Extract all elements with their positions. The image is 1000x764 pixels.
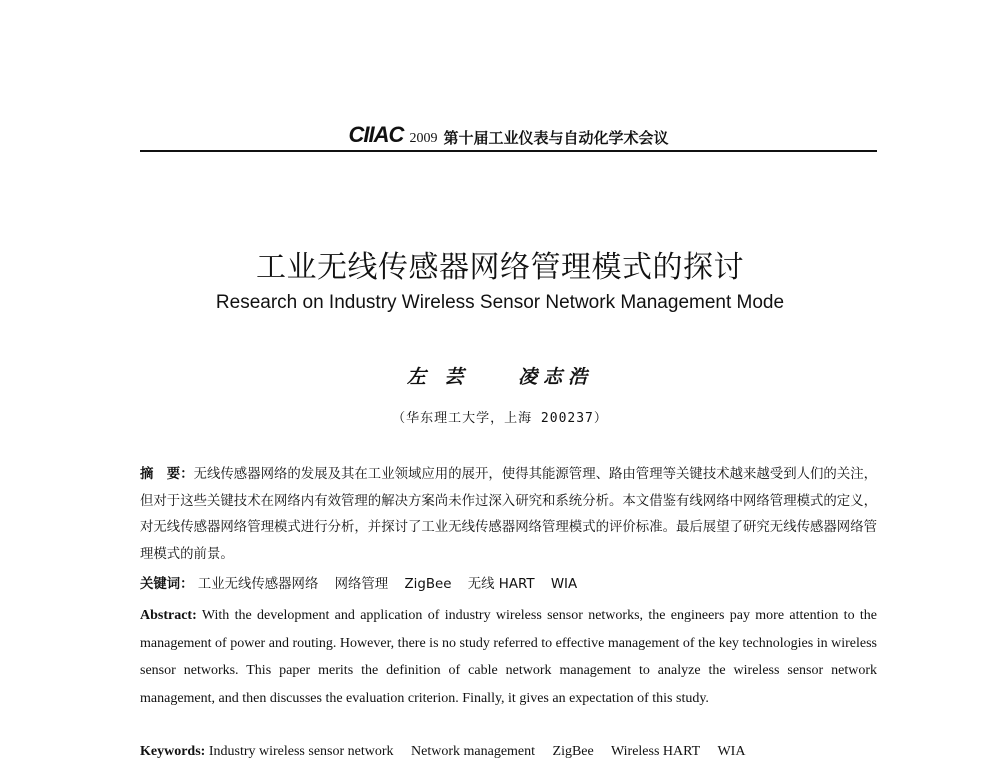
keywords-label-chinese: 关键词： bbox=[140, 577, 194, 592]
abstract-chinese bbox=[140, 462, 877, 568]
conference-logo: CIIAC bbox=[348, 122, 404, 147]
author-name: 左 芸 bbox=[406, 366, 470, 388]
keyword-item: ZigBee bbox=[552, 744, 594, 759]
keyword-item: Network management bbox=[411, 744, 536, 759]
keyword-item: WIA bbox=[717, 744, 746, 759]
paper-title-chinese: 工业无线传感器网络管理模式的探讨 bbox=[256, 250, 744, 285]
abstract-english bbox=[140, 602, 877, 712]
abstract-text-chinese: 无线传感器网络的发展及其在工业领域应用的展开，使得其能源管理、路由管理等关键技术越来越受到人们的关注，但对于这些关键技术在网络内有效管理的解决方案尚未作过深入研究和系统分析。本文借鉴有线网络中网络管理模式的定义，对无线传感器网络管理模式进行分析，并探讨了工业无线传感器网络管理模式的评价标准。最后展望了研究无线传感器网络管理模式的前景。 bbox=[140, 467, 878, 562]
keyword-item: WIA bbox=[550, 577, 578, 592]
keywords-chinese bbox=[140, 572, 877, 599]
author-affiliation: （华东理工大学，上海 200237） bbox=[392, 411, 608, 426]
conference-header bbox=[140, 120, 877, 152]
keyword-item: 无线 HART bbox=[467, 577, 535, 592]
keyword-item: 网络管理 bbox=[334, 577, 389, 592]
keyword-item: Industry wireless sensor network bbox=[208, 744, 394, 759]
paper-title-english: Research on Industry Wireless Sensor Network Management Mode bbox=[215, 292, 785, 313]
keywords-label-english: Keywords: bbox=[140, 744, 206, 759]
keyword-item: Wireless HART bbox=[611, 744, 701, 759]
abstract-label-chinese: 摘 要： bbox=[140, 467, 194, 482]
abstract-text-english: With the development and application of industry wireless sensor networks, the engineers pay more attention to the management of power and routing. However, there is no study referred to effective management of the key technologies in wireless sensor networks. This paper merits the definition of cable network management to analyze the wireless sensor network management, and then discusses the evaluation criterion. Finally, it gives an expectation of this study. bbox=[140, 608, 877, 706]
conference-year: 2009 bbox=[409, 131, 438, 146]
keyword-item: ZigBee bbox=[404, 577, 452, 592]
conference-name: 第十届工业仪表与自动化学术会议 bbox=[443, 129, 669, 147]
abstract-label-english: Abstract: bbox=[140, 608, 197, 623]
keyword-item: 工业无线传感器网络 bbox=[197, 577, 319, 592]
author-list bbox=[0, 362, 1000, 389]
author-name: 凌志浩 bbox=[518, 366, 594, 388]
keywords-english bbox=[140, 740, 877, 764]
